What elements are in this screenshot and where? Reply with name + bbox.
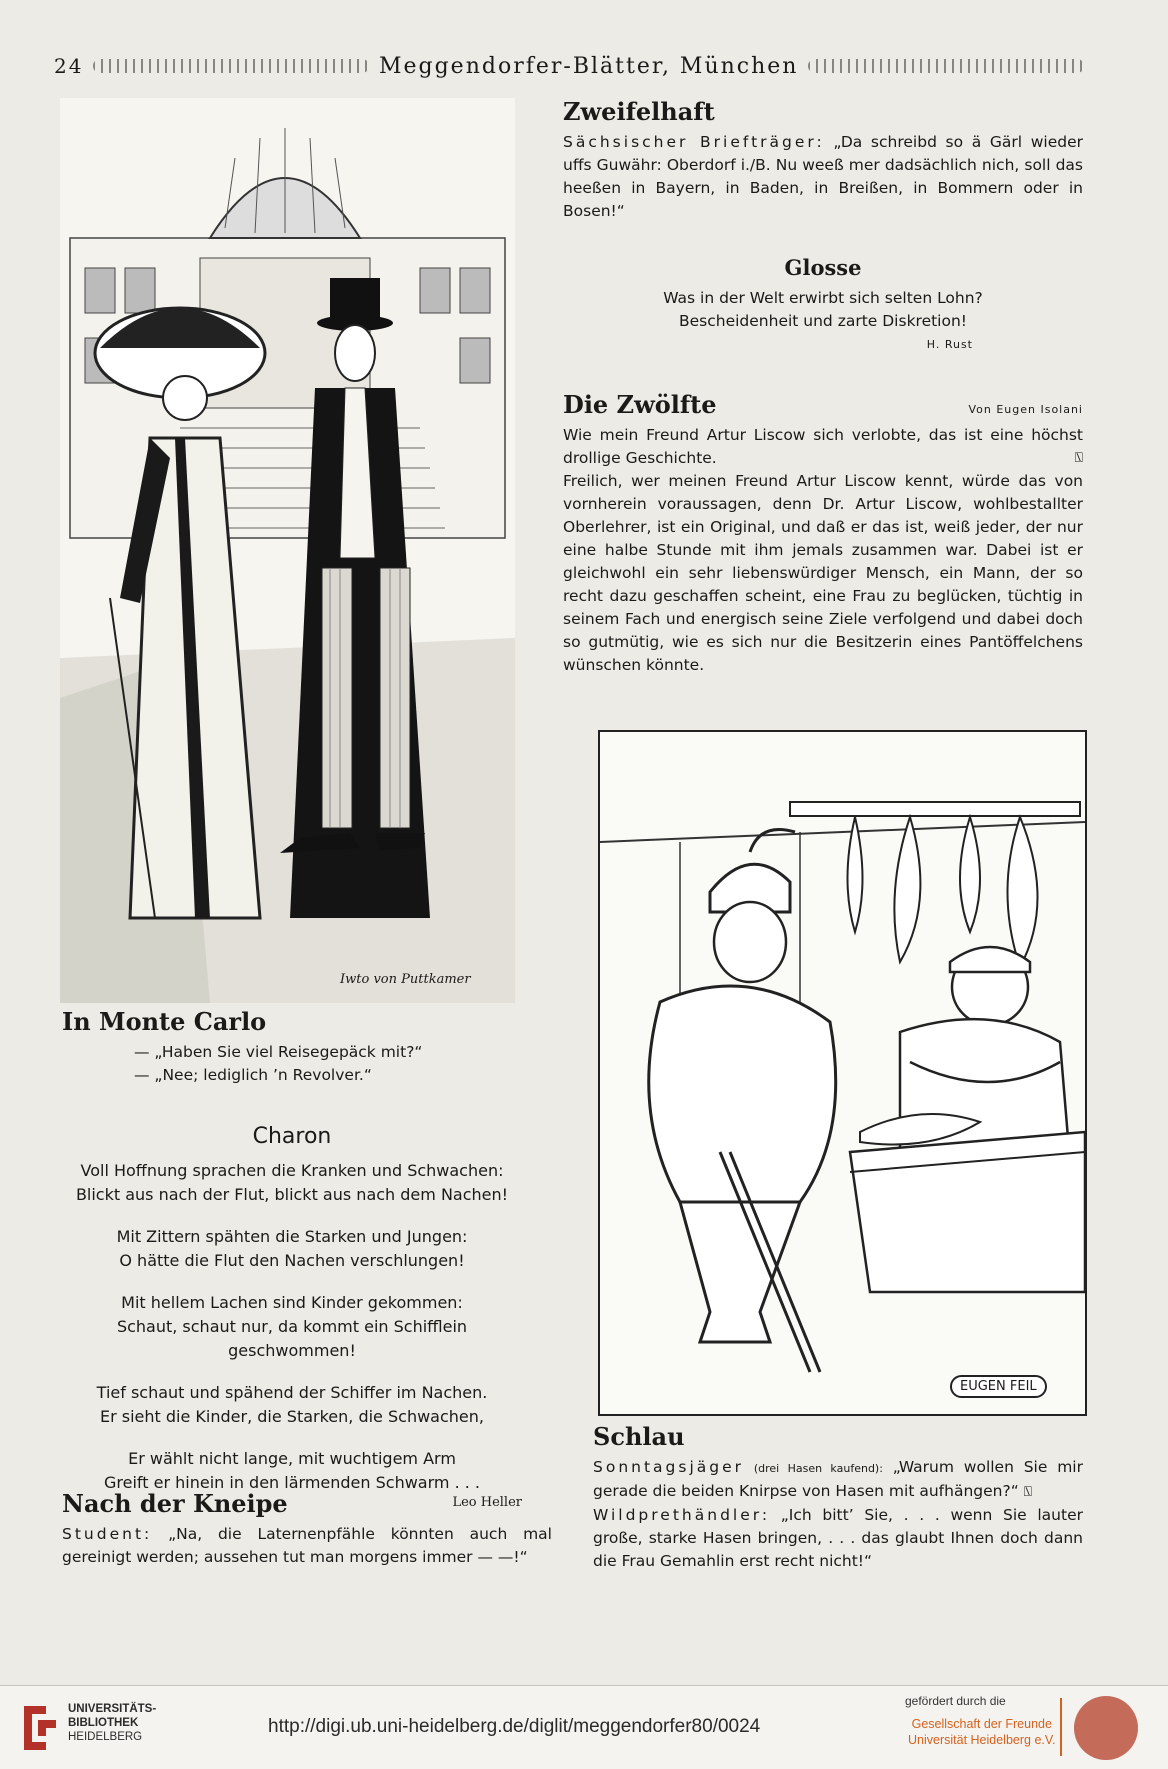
source-url-link[interactable]: http://digi.ub.uni-heidelberg.de/diglit/meggendorfer80/0024 <box>268 1716 761 1737</box>
glosse-line-2: Bescheidenheit und zarte Diskretion! <box>678 312 968 330</box>
society-name <box>908 1716 1056 1748</box>
library-logo-icon <box>16 1700 62 1756</box>
charon-line: Voll Hoffnung sprachen die Kranken und Schwachen: <box>80 1161 504 1180</box>
charon-line: Mit hellem Lachen sind Kinder gekommen: <box>121 1293 463 1312</box>
zwoelfte-paragraph-1 <box>563 424 1083 470</box>
game-shop-illustration-signature: EUGEN FEIL <box>950 1375 1047 1398</box>
digitization-footer <box>0 1685 1168 1769</box>
funded-by-label: gefördert durch die <box>905 1694 1006 1708</box>
schlau-quote-2: „Ich bitt’ Sie, . . . wenn Sie lauter große, starke Hasen bringen, . . . das glaubt Ihnen doch dann die Frau Gemahlin erst recht nicht!“ <box>593 1506 1083 1570</box>
page-number: 24 <box>54 54 84 78</box>
zweifelhaft-quote: „Da schreibd so ä Gärl wieder uffs Guwähr: Oberdorf i./B. Nu weeß mer dadsächlich nich, soll das heeßen in Bayern, in Baden, in Breißen, in Bommern oder in Bosen!“ <box>563 133 1083 220</box>
charon-author: Leo Heller <box>452 1495 522 1510</box>
kneipe-section <box>62 1489 552 1569</box>
kneipe-speaker: Student: <box>62 1525 153 1543</box>
schlau-quote-1: „Warum wollen Sie mir gerade die beiden Knirpse von Hasen mit aufhängen?“ <box>593 1458 1083 1500</box>
charon-line: Schaut, schaut nur, da kommt ein Schifflein geschwommen! <box>116 1317 468 1360</box>
monte-carlo-dialogue <box>62 1041 522 1087</box>
glosse-author: H. Rust <box>926 338 973 351</box>
monte-carlo-illustration-signature: Iwto von Puttkamer <box>340 972 471 987</box>
page-header <box>54 48 1084 84</box>
university-seal-icon <box>1074 1696 1138 1760</box>
zwoelfte-para1-text: Wie mein Freund Artur Liscow sich verlobte, das ist eine höchst drollige Geschichte. <box>563 426 1083 467</box>
charon-line: Tief schaut und spähend der Schiffer im Nachen. <box>96 1383 488 1402</box>
zweifelhaft-section <box>563 97 1083 223</box>
monte-carlo-line-1: — „Haben Sie viel Reisegepäck mit?“ <box>134 1043 423 1061</box>
zweifelhaft-speaker: Sächsischer Briefträger: <box>563 133 825 151</box>
charon-line: O hätte die Flut den Nachen verschlungen! <box>119 1251 465 1270</box>
schlau-note-1: (drei Hasen kaufend): <box>753 1462 883 1475</box>
section-mark-icon: ⍂ <box>1074 450 1083 466</box>
header-ornament-left <box>93 59 369 73</box>
charon-stanza-1 <box>62 1159 522 1207</box>
charon-stanza-2 <box>62 1225 522 1273</box>
monte-carlo-title: In Monte Carlo <box>62 1007 267 1036</box>
zwoelfte-title: Die Zwölfte <box>563 390 717 419</box>
monte-carlo-illustration <box>60 98 515 1003</box>
society-line-1: Gesellschaft der Freunde <box>911 1717 1052 1731</box>
charon-title: Charon <box>252 1124 332 1149</box>
schlau-text-2 <box>593 1504 1083 1573</box>
kneipe-text <box>62 1523 552 1569</box>
monte-carlo-drawing <box>60 98 515 1003</box>
glosse-line-1: Was in der Welt erwirbt sich selten Lohn? <box>663 289 983 307</box>
game-shop-drawing <box>600 732 1085 1414</box>
charon-line: Blickt aus nach der Flut, blickt aus nach dem Nachen! <box>75 1185 509 1204</box>
schlau-speaker-2: Wildprethändler: <box>593 1506 771 1524</box>
charon-stanza-4 <box>62 1381 522 1429</box>
monte-carlo-line-2: — „Nee; lediglich ’n Revolver.“ <box>134 1066 372 1084</box>
charon-line: Greift er hinein in den lärmenden Schwarm . . . <box>104 1473 480 1492</box>
zwoelfte-paragraph-2: Freilich, wer meinen Freund Artur Liscow kennt, würde das von vornherein voraussagen, denn Dr. Artur Liscow, wohlbestallter Oberlehrer, ist ein Original, und daß er das ist, weiß jeder, der nur eine halbe Stunde mit ihm jemals zusammen war. Dabei ist er gleichwohl ein sehr liebenswürdiger Mensch, ein Mann, der so recht dazu geschaffen scheint, eine Frau zu beglücken, tüchtig in seinem Fach und energisch seine Ziele verfolgend und dabei doch so gutmütig, wie es sich nur die Besitzerin eines Pantöffelchens wünschen könnte. <box>563 472 1083 674</box>
library-name <box>68 1702 156 1744</box>
zwoelfte-title-row <box>563 390 1083 424</box>
zweifelhaft-title: Zweifelhaft <box>563 97 715 126</box>
kneipe-quote: „Na, die Laternenpfähle könnten auch mal gereinigt werden; aussehen tut man morgens immer — —!“ <box>62 1525 552 1566</box>
section-mark-icon: ⍂ <box>1023 1484 1033 1500</box>
schlau-title: Schlau <box>593 1422 685 1451</box>
glosse-title: Glosse <box>784 255 862 280</box>
society-line-2: Universität Heidelberg e.V. <box>908 1733 1056 1747</box>
charon-poem <box>62 1125 522 1511</box>
monte-carlo-section <box>62 1007 522 1087</box>
kneipe-title: Nach der Kneipe <box>62 1489 288 1518</box>
charon-stanza-5 <box>62 1447 522 1495</box>
glosse-section <box>563 256 1083 356</box>
schlau-speaker-1: Sonntagsjäger <box>593 1458 745 1476</box>
library-line-2: BIBLIOTHEK <box>68 1717 139 1729</box>
schlau-section <box>593 1422 1083 1573</box>
game-shop-illustration <box>598 730 1087 1416</box>
library-line-1: UNIVERSITÄTS- <box>68 1703 157 1715</box>
zwoelfte-byline: Von Eugen Isolani <box>968 403 1083 416</box>
library-line-3: HEIDELBERG <box>68 1731 143 1743</box>
footer-divider <box>1060 1698 1062 1756</box>
zwoelfte-section <box>563 390 1083 677</box>
header-ornament-right <box>808 59 1084 73</box>
zweifelhaft-text <box>563 131 1083 223</box>
schlau-text-1 <box>593 1456 1083 1504</box>
charon-line: Er wählt nicht lange, mit wuchtigem Arm <box>128 1449 456 1468</box>
magazine-title: Meggendorfer-Blätter, München <box>378 53 799 79</box>
charon-line: Er sieht die Kinder, die Starken, die Schwachen, <box>100 1407 484 1426</box>
charon-stanza-3 <box>62 1291 522 1363</box>
charon-line: Mit Zittern spähten die Starken und Jungen: <box>116 1227 468 1246</box>
